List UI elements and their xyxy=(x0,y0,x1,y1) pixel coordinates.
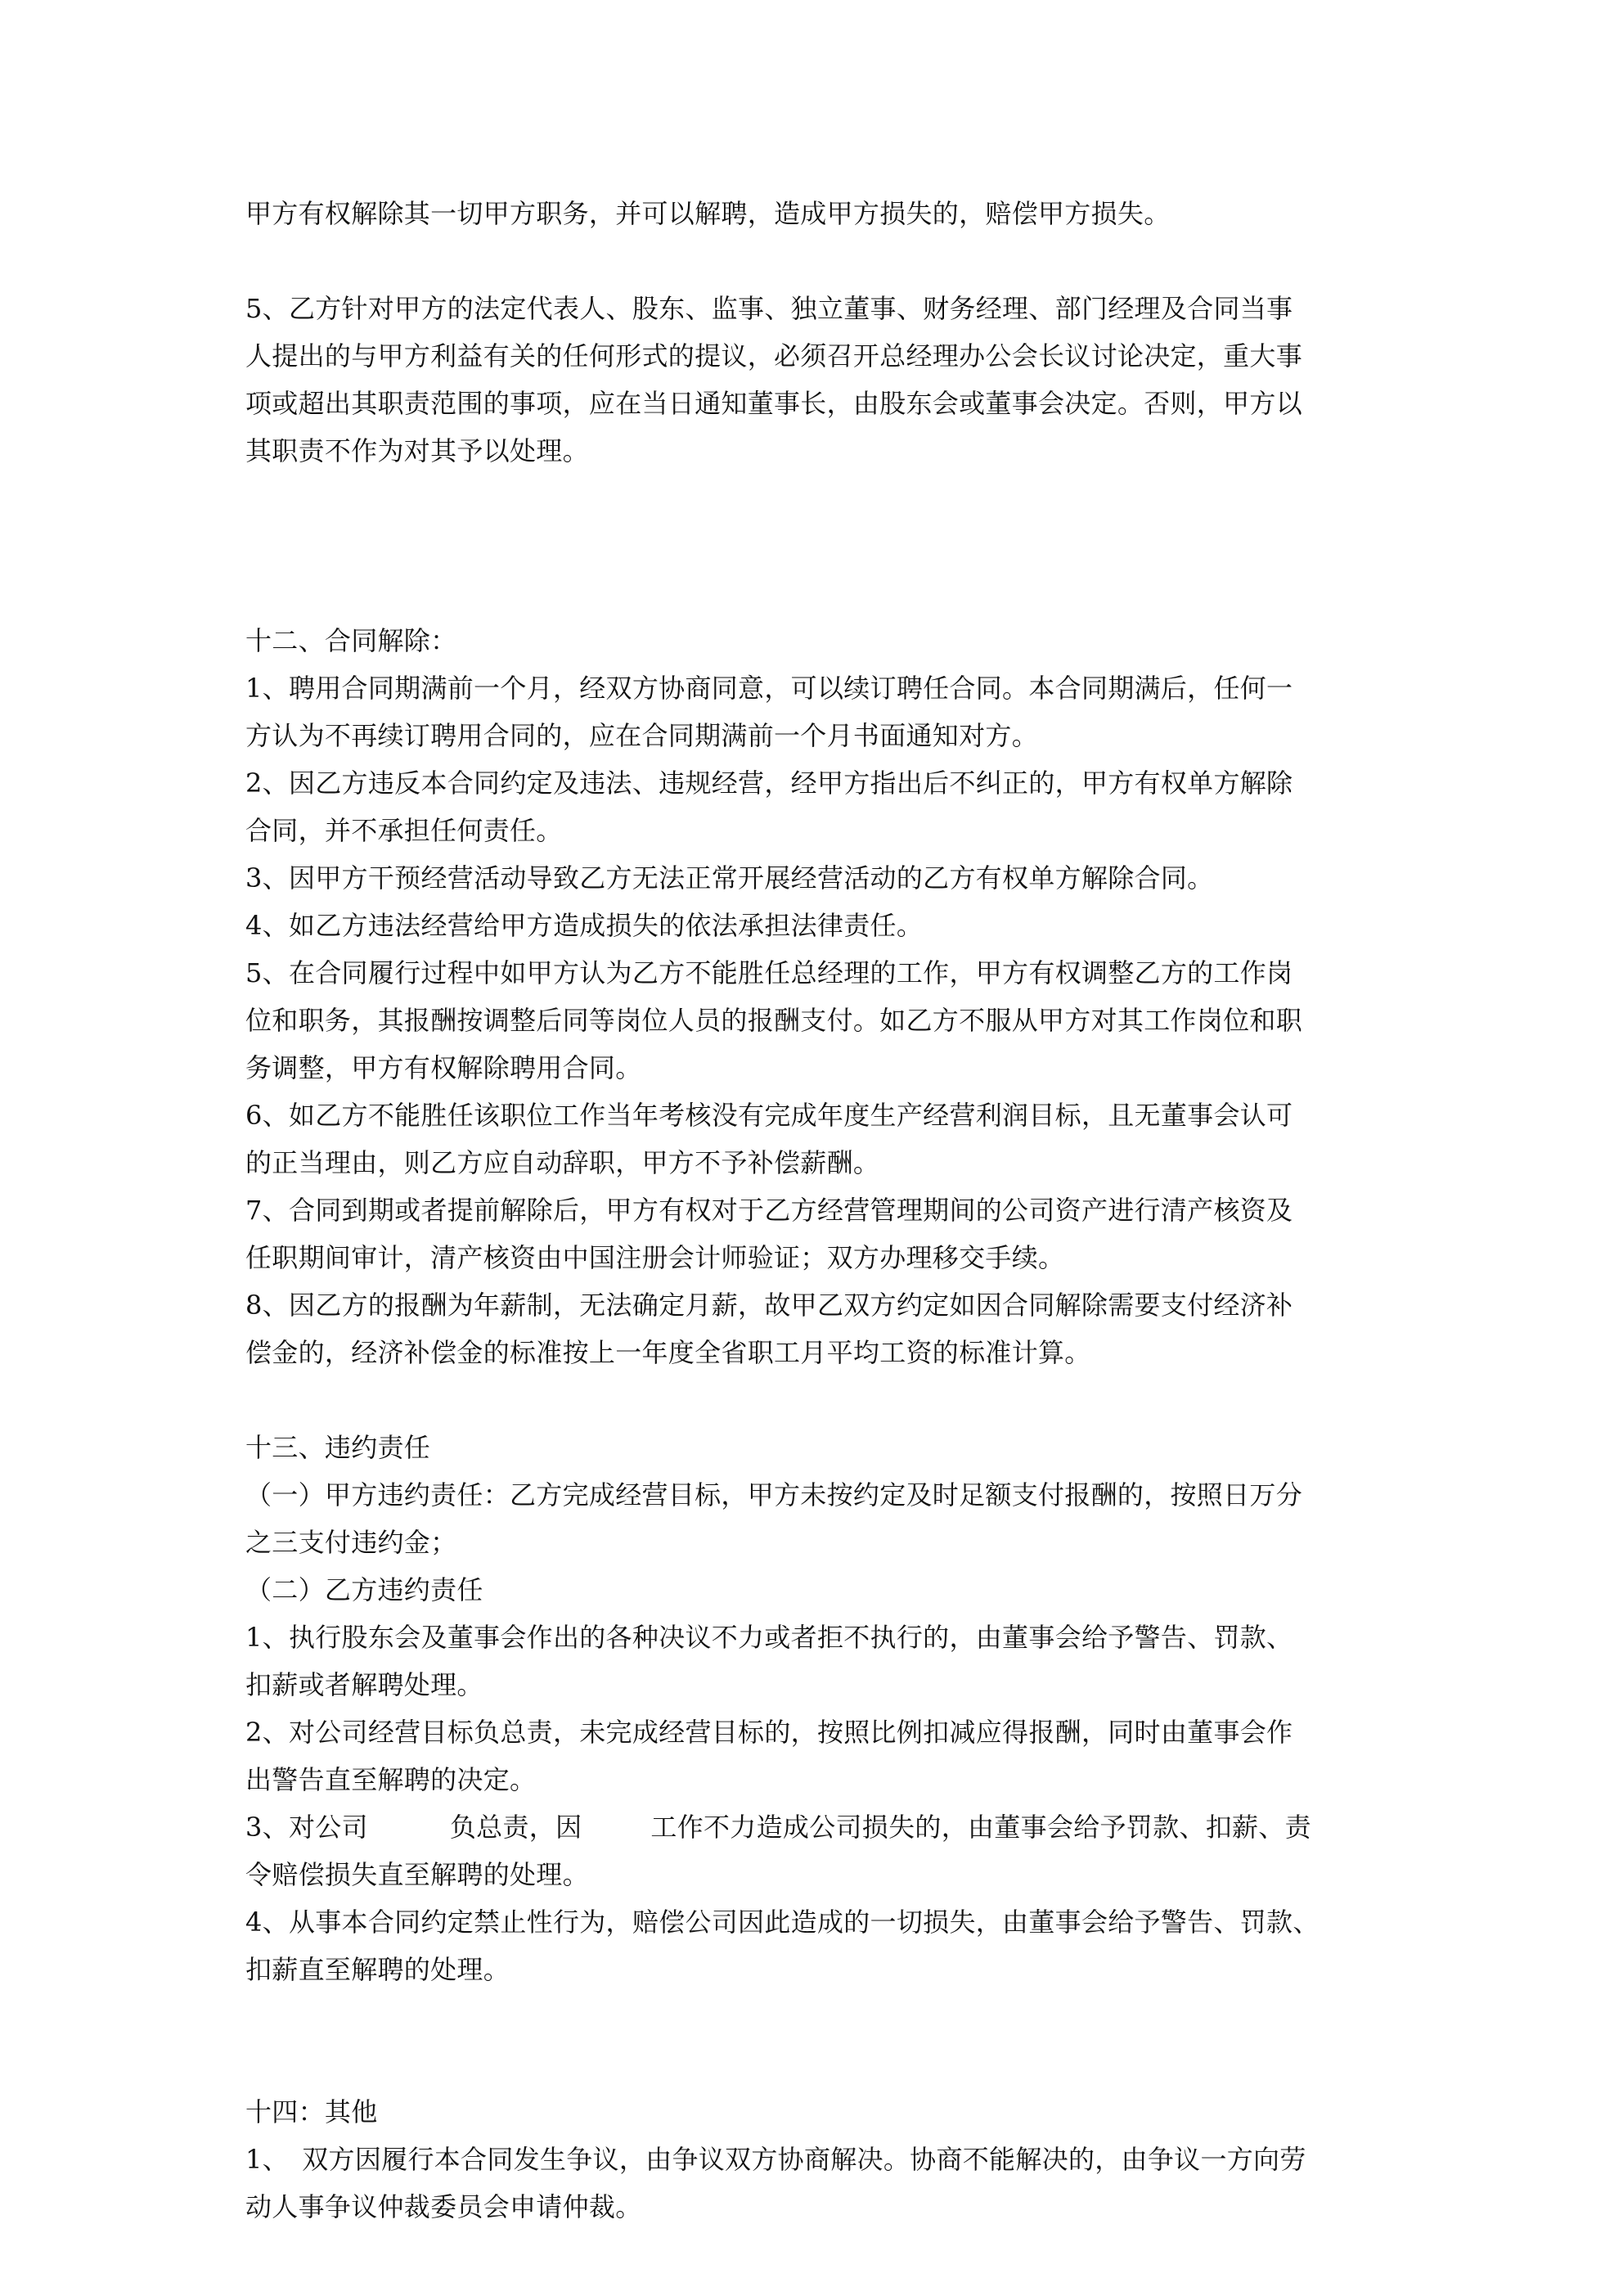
clause-5-line-2: 人提出的与甲方利益有关的任何形式的提议，必须召开总经理办公会长议讨论决定，重大事 xyxy=(245,340,1303,371)
section-13-line-1: （一）甲方违约责任：乙方完成经营目标，甲方未按约定及时足额支付报酬的，按照日万分 xyxy=(245,1479,1303,1510)
section-12 xyxy=(245,617,1391,1376)
section-13-line-7: 出警告直至解聘的决定。 xyxy=(245,1764,537,1795)
section-13-line-10: 4、从事本合同约定禁止性行为，赔偿公司因此造成的一切损失，由董事会给予警告、罚款、 xyxy=(245,1907,1320,1938)
section-13-line-4: 1、执行股东会及董事会作出的各种决议不力或者拒不执行的，由董事会给予警告、罚款、 xyxy=(245,1622,1293,1653)
section-14 xyxy=(245,2088,1391,2231)
section-13-heading: 十三、违约责任 xyxy=(245,1432,431,1463)
clause-5 xyxy=(245,285,1391,475)
section-13-line-8-part-1: 3、对公司 xyxy=(245,1812,368,1843)
section-12-line-1: 1、聘用合同期满前一个月，经双方协商同意，可以续订聘任合同。本合同期满后，任何一 xyxy=(245,673,1293,704)
spacer xyxy=(245,1993,1391,2088)
clause-5-line-3: 项或超出其职责范围的事项，应在当日通知董事长，由股东会或董事会决定。否则，甲方以 xyxy=(245,388,1303,419)
section-12-line-15: 偿金的，经济补偿金的标准按上一年度全省职工月平均工资的标准计算。 xyxy=(245,1337,1091,1368)
spacer xyxy=(245,475,1391,617)
clause-5-line-4: 其职责不作为对其予以处理。 xyxy=(245,435,589,466)
section-12-line-7: 5、在合同履行过程中如甲方认为乙方不能胜任总经理的工作，甲方有权调整乙方的工作岗 xyxy=(245,957,1293,988)
section-12-line-6: 4、如乙方违法经营给甲方造成损失的依法承担法律责任。 xyxy=(245,910,924,941)
section-12-line-2: 方认为不再续订聘用合同的，应在合同期满前一个月书面通知对方。 xyxy=(245,720,1039,751)
section-13-line-3: （二）乙方违约责任 xyxy=(245,1574,483,1605)
section-13-line-8-part-3: 工作不力造成公司损失的，由董事会给予罚款、扣薪、责 xyxy=(650,1812,1311,1843)
spacer xyxy=(245,1376,1391,1424)
section-12-line-13: 任职期间审计，清产核资由中国注册会计师验证；双方办理移交手续。 xyxy=(245,1242,1065,1273)
intro-line-1: 甲方有权解除其一切甲方职务，并可以解聘，造成甲方损失的，赔偿甲方损失。 xyxy=(245,198,1171,229)
section-13-line-8 xyxy=(245,1803,1391,1851)
section-12-line-11: 的正当理由，则乙方应自动辞职，甲方不予补偿薪酬。 xyxy=(245,1147,880,1178)
clause-5-line-1: 5、乙方针对甲方的法定代表人、股东、监事、独立董事、财务经理、部门经理及合同当事 xyxy=(245,293,1293,324)
section-14-line-1: 1、 双方因履行本合同发生争议，由争议双方协商解决。协商不能解决的，由争议一方向劳 xyxy=(245,2144,1306,2175)
section-13-line-6: 2、对公司经营目标负总责，未完成经营目标的，按照比例扣减应得报酬，同时由董事会作 xyxy=(245,1717,1293,1748)
section-12-line-8: 位和职务，其报酬按调整后同等岗位人员的报酬支付。如乙方不服从甲方对其工作岗位和职 xyxy=(245,1005,1303,1036)
spacer xyxy=(245,237,1391,285)
section-12-line-4: 合同，并不承担任何责任。 xyxy=(245,815,563,846)
document-page xyxy=(245,190,1391,2231)
section-14-line-2: 动人事争议仲裁委员会申请仲裁。 xyxy=(245,2191,642,2222)
section-13-line-8-part-2: 负总责，因 xyxy=(449,1812,582,1843)
section-13-line-11: 扣薪直至解聘的处理。 xyxy=(245,1954,510,1985)
section-12-line-5: 3、因甲方干预经营活动导致乙方无法正常开展经营活动的乙方有权单方解除合同。 xyxy=(245,862,1214,894)
section-13-line-5: 扣薪或者解聘处理。 xyxy=(245,1669,483,1700)
section-12-line-3: 2、因乙方违反本合同约定及违法、违规经营，经甲方指出后不纠正的，甲方有权单方解除 xyxy=(245,768,1293,799)
section-13 xyxy=(245,1424,1391,1993)
section-12-line-10: 6、如乙方不能胜任该职位工作当年考核没有完成年度生产经营利润目标，且无董事会认可 xyxy=(245,1100,1293,1131)
section-12-line-12: 7、合同到期或者提前解除后，甲方有权对于乙方经营管理期间的公司资产进行清产核资及 xyxy=(245,1195,1293,1226)
section-13-line-2: 之三支付违约金； xyxy=(245,1527,457,1558)
section-14-heading: 十四：其他 xyxy=(245,2096,378,2127)
section-12-line-14: 8、因乙方的报酬为年薪制，无法确定月薪，故甲乙双方约定如因合同解除需要支付经济补 xyxy=(245,1290,1293,1321)
section-12-line-9: 务调整，甲方有权解除聘用合同。 xyxy=(245,1052,642,1083)
section-12-heading: 十二、合同解除： xyxy=(245,625,457,656)
section-13-line-9: 令赔偿损失直至解聘的处理。 xyxy=(245,1859,589,1890)
